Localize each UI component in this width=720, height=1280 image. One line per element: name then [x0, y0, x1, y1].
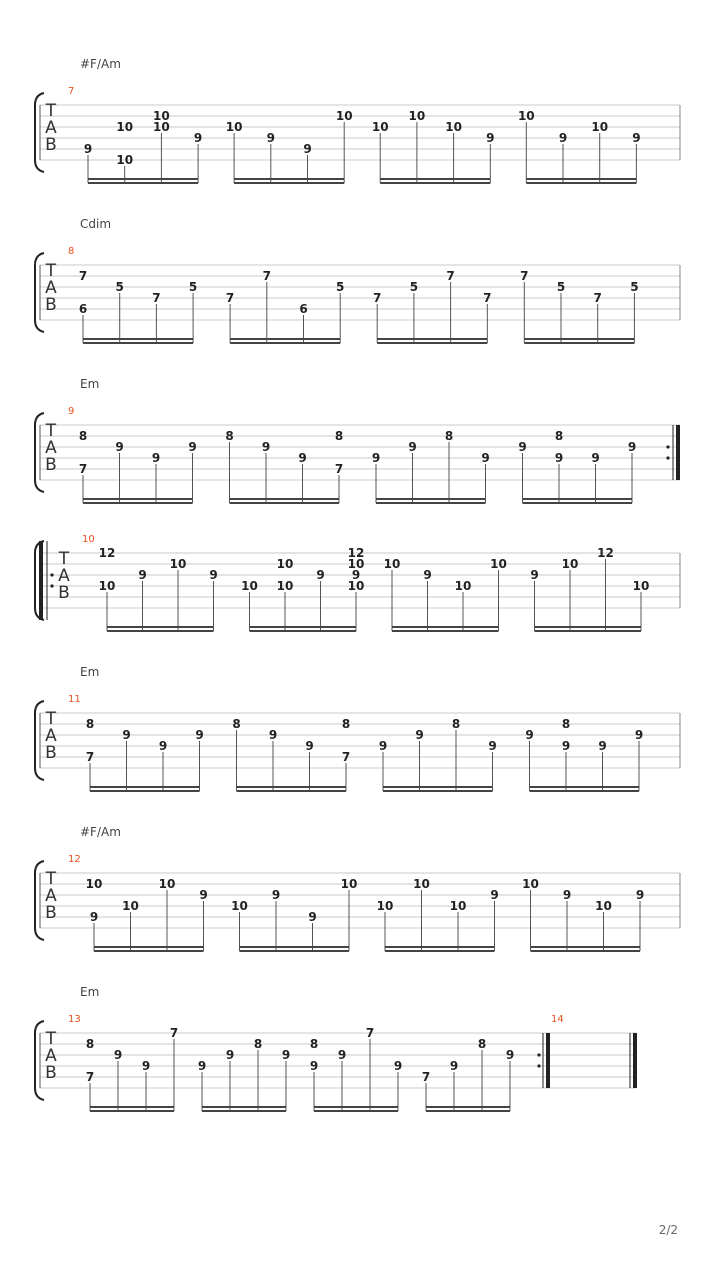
fret-number: 9 [562, 888, 572, 902]
fret-number: 9 [261, 440, 271, 454]
tab-clef-letter: B [45, 743, 57, 763]
fret-number: 9 [423, 568, 432, 582]
measure-number: 14 [551, 1014, 564, 1025]
fret-number: 9 [481, 451, 490, 465]
fret-number: 7 [593, 291, 602, 305]
beam [237, 790, 347, 792]
tab-clef-letter: A [45, 886, 57, 906]
tab-clef-letter: T [45, 869, 57, 889]
beam [392, 626, 499, 628]
tab-system [35, 665, 680, 792]
fret-number: 9 [151, 451, 161, 465]
fret-number: 9 [486, 131, 495, 145]
fret-number: 9 [490, 888, 499, 902]
fret-number: 10 [449, 899, 467, 913]
beam [531, 946, 641, 948]
chord-label: #F/Am [80, 57, 121, 71]
fret-number: 10 [85, 877, 103, 891]
repeat-start-thick [39, 541, 43, 620]
fret-number: 8 [341, 717, 351, 731]
fret-number: 12 [597, 546, 614, 560]
measure-number: 9 [68, 406, 75, 417]
fret-number: 8 [554, 429, 564, 443]
beam [526, 178, 636, 180]
repeat-dot [537, 1053, 540, 1056]
fret-number: 9 [309, 1059, 319, 1073]
fret-number: 8 [451, 717, 461, 731]
beam [83, 498, 193, 500]
chord-label: Em [80, 377, 100, 391]
tab-clef-letter: A [45, 1046, 57, 1066]
fret-number: 7 [78, 269, 88, 283]
tab-clef-letter: A [45, 726, 57, 746]
fret-number: 9 [530, 568, 539, 582]
fret-number: 10 [632, 579, 650, 593]
chord-label: Cdim [80, 217, 112, 231]
fret-number: 9 [632, 131, 641, 145]
beam [83, 338, 193, 340]
fret-number: 10 [340, 877, 358, 891]
beam [240, 950, 350, 952]
fret-number: 9 [113, 1048, 123, 1062]
fret-number: 9 [199, 888, 208, 902]
fret-number: 9 [225, 1048, 235, 1062]
tab-system [35, 534, 680, 632]
beam [530, 790, 640, 792]
tab-clef-letter: T [45, 1029, 57, 1049]
tab-system [35, 985, 637, 1112]
fret-number: 10 [408, 109, 426, 123]
fret-number: 9 [271, 888, 281, 902]
beam [530, 786, 640, 788]
fret-number: 7 [373, 291, 382, 305]
beam [94, 950, 204, 952]
fret-number: 10 [383, 557, 401, 571]
fret-number: 8 [78, 429, 88, 443]
beam [535, 630, 642, 632]
fret-number: 9 [268, 728, 278, 742]
fret-number: 9 [634, 728, 644, 742]
beam [90, 1106, 174, 1108]
fret-number: 7 [446, 269, 455, 283]
fret-number: 10 [522, 877, 539, 891]
fret-number: 9 [591, 451, 600, 465]
beam [526, 182, 636, 184]
tab-system [35, 57, 680, 184]
fret-number: 7 [225, 291, 235, 305]
beam [376, 502, 486, 504]
beam [377, 342, 487, 344]
fret-number: 10 [517, 109, 535, 123]
fret-number: 8 [444, 429, 454, 443]
fret-number: 8 [253, 1037, 263, 1051]
fret-number: 10 [153, 120, 170, 134]
fret-number: 9 [158, 739, 168, 753]
beam [523, 498, 633, 500]
tab-clef-letter: T [45, 421, 57, 441]
beam [426, 1106, 510, 1108]
fret-number: 9 [505, 1048, 515, 1062]
repeat-end-thick [676, 425, 680, 480]
fret-number: 7 [262, 269, 271, 283]
fret-number: 10 [231, 899, 248, 913]
fret-number: 10 [376, 899, 394, 913]
beam [380, 182, 490, 184]
beam [383, 786, 493, 788]
chord-label: Em [80, 985, 100, 999]
fret-number: 9 [188, 440, 197, 454]
fret-number: 9 [449, 1059, 459, 1073]
fret-number: 7 [78, 462, 88, 476]
beam [426, 1110, 510, 1112]
fret-number: 7 [421, 1070, 431, 1084]
tab-clef-letter: B [45, 455, 57, 475]
repeat-dot [666, 445, 669, 448]
beam [250, 626, 357, 628]
fret-number: 12 [347, 546, 365, 560]
fret-number: 8 [334, 429, 344, 443]
fret-number: 7 [85, 1070, 95, 1084]
beam [314, 1110, 398, 1112]
fret-number: 9 [371, 451, 381, 465]
measure-number: 12 [68, 854, 81, 865]
fret-number: 7 [365, 1026, 375, 1040]
repeat-dot [537, 1064, 540, 1067]
repeat-dot [666, 456, 669, 459]
fret-number: 10 [225, 120, 243, 134]
beam [88, 182, 198, 184]
beam [234, 182, 344, 184]
tab-clef-letter: B [45, 295, 57, 315]
fret-number: 8 [232, 717, 241, 731]
beam [376, 498, 486, 500]
fret-number: 5 [409, 280, 419, 294]
fret-number: 9 [337, 1048, 347, 1062]
fret-number: 10 [347, 557, 365, 571]
tab-system [35, 217, 680, 344]
beam [90, 1110, 174, 1112]
beam [234, 178, 344, 180]
tab-clef-letter: T [45, 709, 57, 729]
fret-number: 8 [225, 429, 234, 443]
tab-system [35, 377, 680, 504]
fret-number: 9 [122, 728, 131, 742]
final-barline-thick [633, 1033, 637, 1088]
fret-number: 9 [115, 440, 124, 454]
tab-system [35, 825, 680, 952]
tab-clef-letter: T [58, 549, 70, 569]
fret-number: 7 [334, 462, 344, 476]
repeat-end-thick [546, 1033, 550, 1088]
fret-number: 9 [197, 1059, 207, 1073]
fret-number: 9 [89, 910, 99, 924]
beam [230, 498, 340, 500]
beam [90, 786, 200, 788]
fret-number: 12 [98, 546, 116, 560]
fret-number: 9 [303, 142, 312, 156]
beam [524, 342, 634, 344]
fret-number: 10 [116, 153, 134, 167]
fret-number: 7 [341, 750, 351, 764]
tab-clef-letter: T [45, 101, 57, 121]
fret-number: 9 [308, 910, 317, 924]
beam [230, 342, 340, 344]
fret-number: 10 [561, 557, 579, 571]
fret-number: 9 [408, 440, 417, 454]
fret-number: 10 [158, 877, 176, 891]
tab-clef-letter: B [45, 135, 57, 155]
fret-number: 5 [630, 280, 639, 294]
fret-number: 9 [635, 888, 645, 902]
fret-number: 9 [525, 728, 534, 742]
beam [385, 946, 495, 948]
fret-number: 9 [415, 728, 424, 742]
beam [94, 946, 204, 948]
fret-number: 9 [554, 451, 564, 465]
beam [83, 502, 193, 504]
fret-number: 7 [169, 1026, 179, 1040]
fret-number: 10 [122, 899, 139, 913]
measure-number: 13 [68, 1014, 81, 1025]
fret-number: 10 [153, 109, 170, 123]
fret-number: 10 [490, 557, 507, 571]
repeat-dot [50, 573, 53, 576]
fret-number: 7 [85, 750, 95, 764]
fret-number: 5 [188, 280, 198, 294]
beam [202, 1110, 286, 1112]
fret-number: 9 [558, 131, 568, 145]
fret-number: 8 [309, 1037, 319, 1051]
beam [107, 630, 214, 632]
tab-clef-letter: B [58, 583, 70, 603]
fret-number: 10 [371, 120, 389, 134]
fret-number: 9 [378, 739, 388, 753]
fret-number: 10 [335, 109, 353, 123]
fret-number: 10 [595, 899, 612, 913]
beam [88, 178, 198, 180]
beam [90, 790, 200, 792]
beam [230, 502, 340, 504]
fret-number: 6 [299, 302, 308, 316]
beam [383, 790, 493, 792]
fret-number: 10 [116, 120, 134, 134]
fret-number: 9 [488, 739, 497, 753]
tab-clef-letter: A [45, 438, 57, 458]
fret-number: 6 [78, 302, 88, 316]
fret-number: 8 [85, 717, 95, 731]
measure-number: 7 [68, 86, 75, 97]
tab-clef-letter: A [45, 278, 57, 298]
fret-number: 7 [483, 291, 492, 305]
beam [240, 946, 350, 948]
fret-number: 9 [351, 568, 361, 582]
fret-number: 10 [98, 579, 116, 593]
beam [377, 338, 487, 340]
fret-number: 10 [241, 579, 258, 593]
fret-number: 9 [316, 568, 325, 582]
fret-number: 10 [454, 579, 472, 593]
measure-number: 11 [68, 694, 81, 705]
beam [107, 626, 214, 628]
fret-number: 7 [520, 269, 529, 283]
chord-label: #F/Am [80, 825, 121, 839]
fret-number: 5 [336, 280, 345, 294]
beam [230, 338, 340, 340]
fret-number: 10 [169, 557, 187, 571]
tab-clef-letter: T [45, 261, 57, 281]
beam [523, 502, 633, 504]
fret-number: 10 [591, 120, 609, 134]
fret-number: 9 [138, 568, 147, 582]
tab-clef-letter: B [45, 903, 57, 923]
fret-number: 9 [266, 131, 275, 145]
beam [385, 950, 495, 952]
beam [524, 338, 634, 340]
page-number: 2/2 [658, 1223, 678, 1237]
repeat-dot [50, 584, 53, 587]
fret-number: 9 [561, 739, 571, 753]
fret-number: 9 [141, 1059, 151, 1073]
beam [250, 630, 357, 632]
fret-number: 10 [276, 579, 294, 593]
fret-number: 9 [298, 451, 307, 465]
measure-number: 10 [82, 534, 95, 545]
fret-number: 9 [627, 440, 637, 454]
fret-number: 9 [209, 568, 218, 582]
fret-number: 9 [393, 1059, 403, 1073]
fret-number: 8 [85, 1037, 95, 1051]
beam [380, 178, 490, 180]
beam [392, 630, 499, 632]
tab-clef-letter: A [58, 566, 70, 586]
fret-number: 5 [115, 280, 124, 294]
chord-label: Em [80, 665, 100, 679]
measure-number: 8 [68, 246, 75, 257]
fret-number: 10 [413, 877, 430, 891]
fret-number: 7 [152, 291, 161, 305]
fret-number: 9 [518, 440, 527, 454]
fret-number: 9 [83, 142, 93, 156]
fret-number: 5 [556, 280, 566, 294]
fret-number: 8 [561, 717, 571, 731]
fret-number: 9 [195, 728, 204, 742]
tab-clef-letter: A [45, 118, 57, 138]
beam [237, 786, 347, 788]
beam [531, 950, 641, 952]
beam [535, 626, 642, 628]
fret-number: 9 [305, 739, 314, 753]
beam [314, 1106, 398, 1108]
fret-number: 8 [477, 1037, 487, 1051]
fret-number: 10 [445, 120, 462, 134]
tab-clef-letter: B [45, 1063, 57, 1083]
fret-number: 10 [347, 579, 365, 593]
fret-number: 10 [276, 557, 294, 571]
fret-number: 9 [598, 739, 607, 753]
beam [83, 342, 193, 344]
fret-number: 9 [193, 131, 203, 145]
fret-number: 9 [281, 1048, 291, 1062]
beam [202, 1106, 286, 1108]
